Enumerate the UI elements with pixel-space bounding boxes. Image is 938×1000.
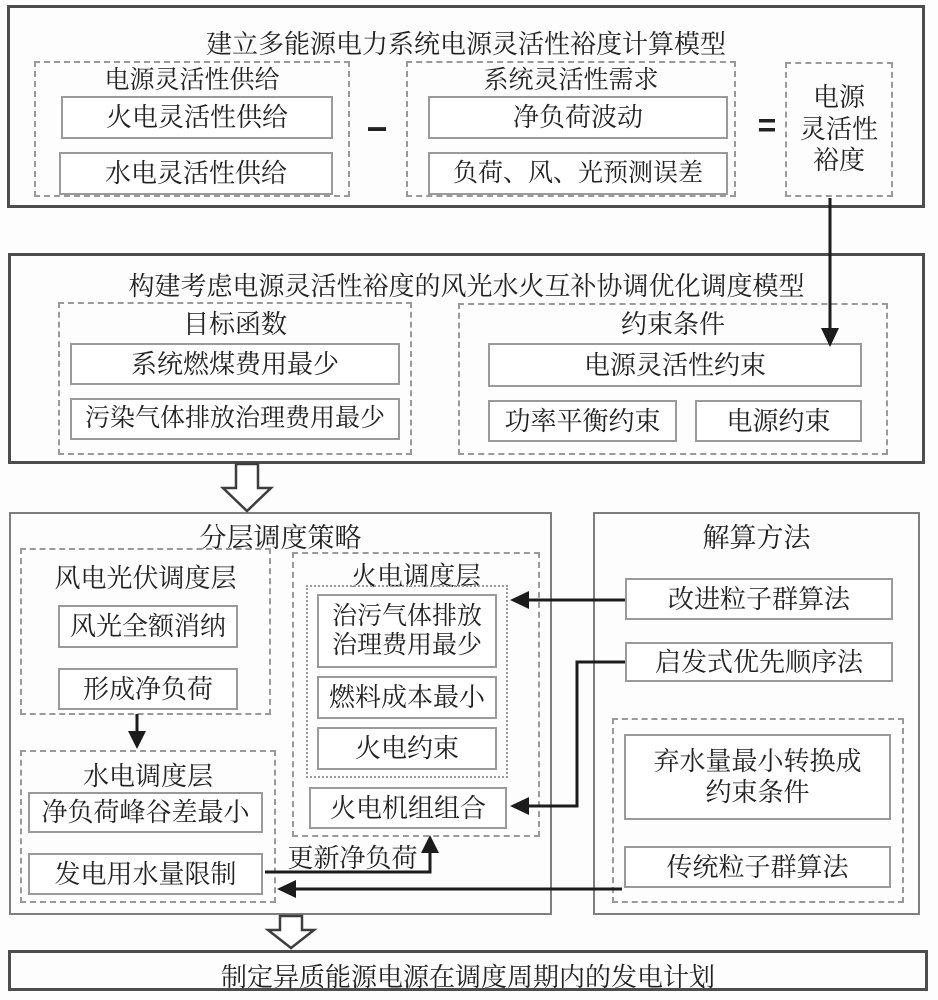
pollution-cost-cell: 污染气体排放治理费用最少: [70, 398, 400, 440]
forecast-error-cell: 负荷、风、光预测误差: [428, 152, 728, 195]
constraint-group-header: 约束条件: [620, 308, 725, 339]
thermal-flex-supply-cell: 火电灵活性供给: [61, 96, 333, 139]
net-load-fluctuation-cell: 净负荷波动: [428, 96, 728, 139]
objective-group-header: 目标函数: [182, 308, 287, 339]
solver-title: 解算方法: [702, 523, 811, 553]
traditional-pso-cell: 传统粒子群算法: [624, 846, 891, 888]
form-net-load-cell: 形成净负荷: [58, 668, 238, 710]
flexibility-model-title: 建立多能源电力系统电源灵活性裕度计算模型: [205, 29, 726, 59]
supply-group-header: 电源灵活性供给: [104, 66, 280, 94]
hydro-flex-supply-cell: 水电灵活性供给: [59, 152, 333, 195]
minus-operator: −: [366, 108, 388, 149]
hollow-arrow-model-to-strategy: [223, 464, 271, 511]
flex-margin-result-label: 电源 灵活性 裕度: [799, 81, 878, 176]
source-constraint-cell: 电源约束: [695, 400, 862, 442]
hollow-arrow-strategy-to-plan: [268, 916, 314, 948]
full-absorption-cell: 风光全额消纳: [58, 605, 238, 648]
unit-commitment-cell: 火电机组组合: [309, 787, 507, 829]
pollution-treatment-min-cell: 治污气体排放 治理费用最少: [317, 594, 497, 668]
plan-title: 制定异质能源电源在调度周期内的发电计划: [220, 962, 715, 992]
peak-valley-min-cell: 净负荷峰谷差最小: [28, 792, 263, 833]
improved-pso-cell: 改进粒子群算法: [625, 578, 893, 620]
coal-cost-cell: 系统燃煤费用最少: [70, 343, 400, 385]
heuristic-priority-cell: 启发式优先顺序法: [625, 642, 893, 682]
strategy-title: 分层调度策略: [199, 523, 362, 553]
dispatch-model-title: 构建考虑电源灵活性裕度的风光水火互补协调优化调度模型: [128, 271, 805, 301]
water-spill-min-cell: 弃水量最小转换成 约束条件: [624, 734, 891, 820]
fuel-cost-min-cell: 燃料成本最小: [317, 676, 497, 719]
equals-operator: =: [757, 106, 777, 143]
water-limit-cell: 发电用水量限制: [28, 853, 263, 895]
thermal-constraint-cell: 火电约束: [317, 727, 497, 770]
flex-constraint-cell: 电源灵活性约束: [488, 343, 862, 387]
update-net-load-label: 更新净负荷: [287, 843, 418, 873]
demand-group-header: 系统灵活性需求: [483, 66, 659, 94]
power-balance-constraint-cell: 功率平衡约束: [488, 400, 677, 442]
thermal-layer-header: 火电调度层: [350, 560, 481, 591]
wind-pv-layer-header: 风电光伏调度层: [54, 562, 237, 593]
hydro-layer-header: 水电调度层: [82, 760, 213, 791]
